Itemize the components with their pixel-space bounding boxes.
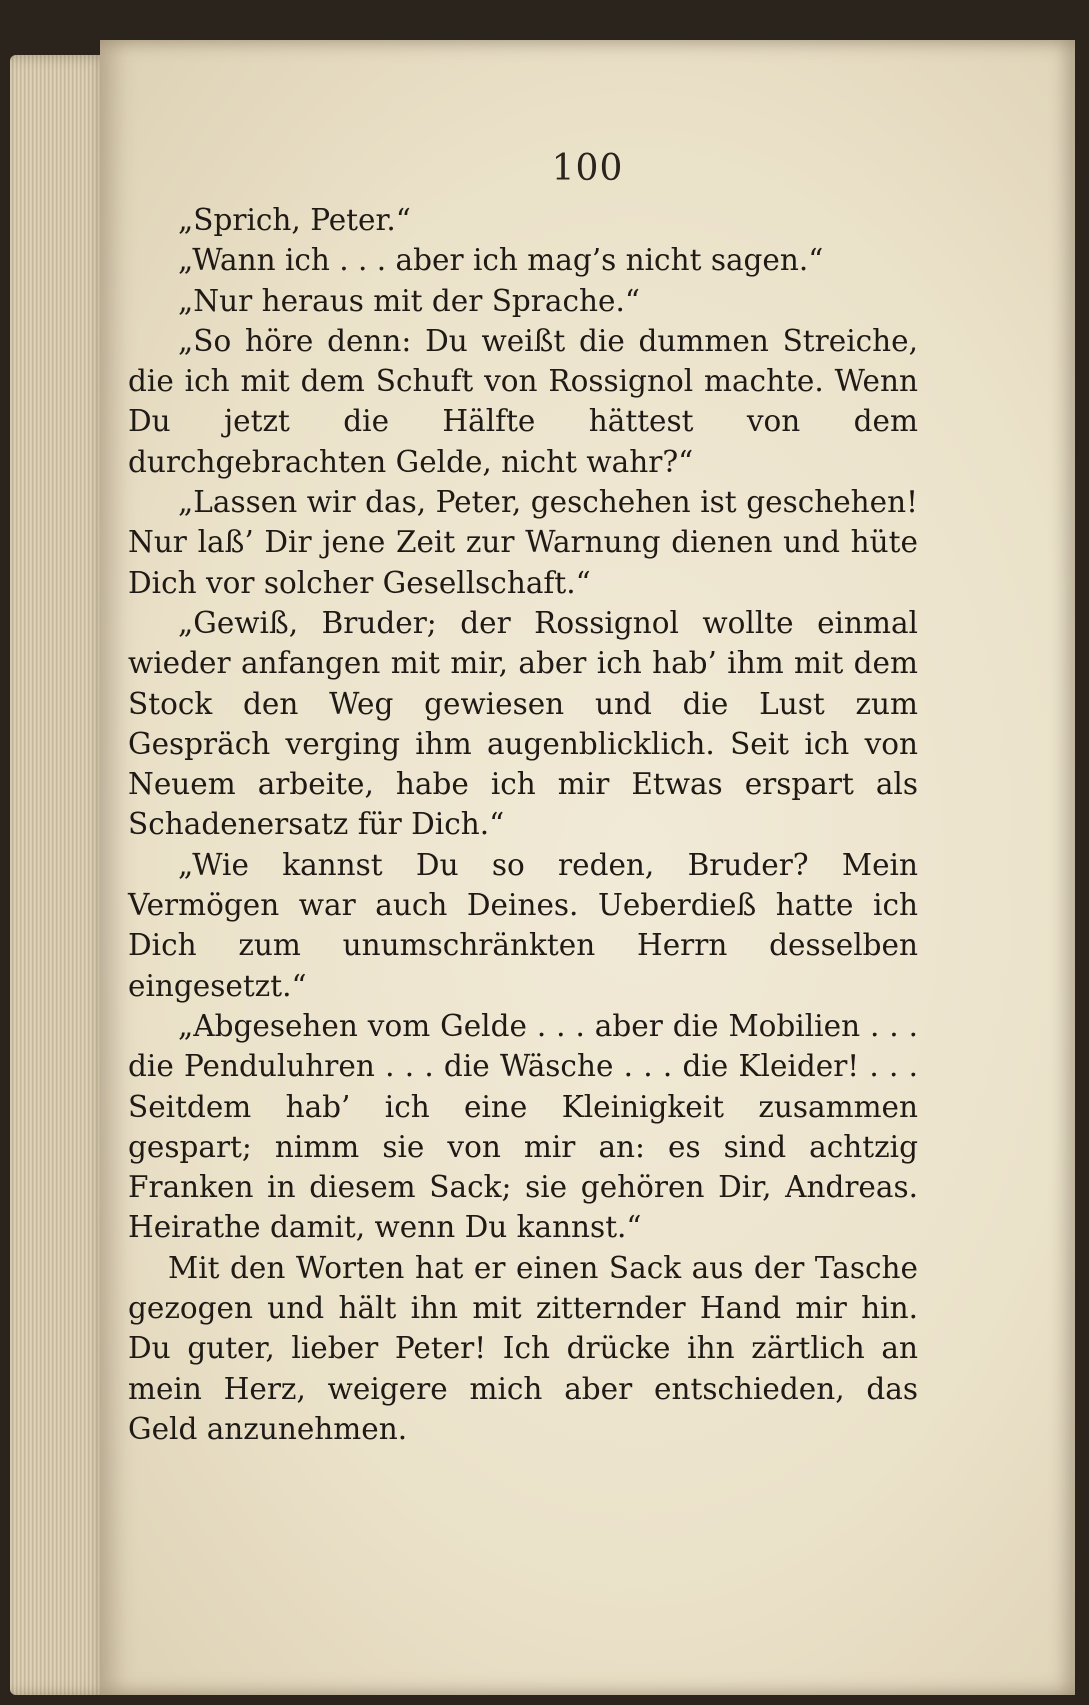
paragraph: „Wann ich . . . aber ich mag’s nicht sagen.“ bbox=[178, 243, 824, 278]
paragraph: „Nur heraus mit der Sprache.“ bbox=[178, 283, 640, 318]
paragraph: „Abgesehen vom Gelde . . . aber die Mobilien . . . die Penduluhren . . . die Wäsche . . . die Kleider! . . . Seitdem hab’ ich eine Kleinigkeit zusammen gespart; nimm sie von mir an: es sind achtzig Franken in diesem Sack; sie gehören Dir, Andreas. Heirathe damit, wenn Du kannst.“ bbox=[128, 1008, 918, 1245]
page-edges bbox=[10, 55, 110, 1695]
paragraph: „Sprich, Peter.“ bbox=[178, 203, 411, 237]
page-number: 100 bbox=[551, 148, 624, 189]
page-text bbox=[128, 200, 918, 1449]
paragraph: „Gewiß, Bruder; der Rossignol wollte einmal wieder anfangen mit mir, aber ich hab’ ihm mit dem Stock den Weg gewiesen und die Lust zum Gespräch verging ihm augenblicklich. Seit ich von Neuem arbeite, habe ich mir Etwas erspart als Schadenersatz für Dich.“ bbox=[128, 605, 918, 842]
paragraph: „Lassen wir das, Peter, geschehen ist geschehen! Nur laß’ Dir jene Zeit zur Warnung dienen und hüte Dich vor solcher Gesellschaft.“ bbox=[128, 485, 918, 600]
paragraph: „Wie kannst Du so reden, Bruder? Mein Vermögen war auch Deines. Ueberdieß hatte ich Dich zum unumschränkten Herrn desselben eingesetzt.“ bbox=[128, 847, 918, 1003]
paragraph: Mit den Worten hat er einen Sack aus der Tasche gezogen und hält ihn mit zitternder Hand mir hin. Du guter, lieber Peter! Ich drücke ihn zärtlich an mein Herz, weigere mich aber entschieden, das Geld anzunehmen. bbox=[128, 1250, 918, 1446]
paragraph: „So höre denn: Du weißt die dummen Streiche, die ich mit dem Schuft von Rossignol machte. Wenn Du jetzt die Hälfte hättest von dem durchgebrachten Gelde, nicht wahr?“ bbox=[128, 323, 918, 479]
